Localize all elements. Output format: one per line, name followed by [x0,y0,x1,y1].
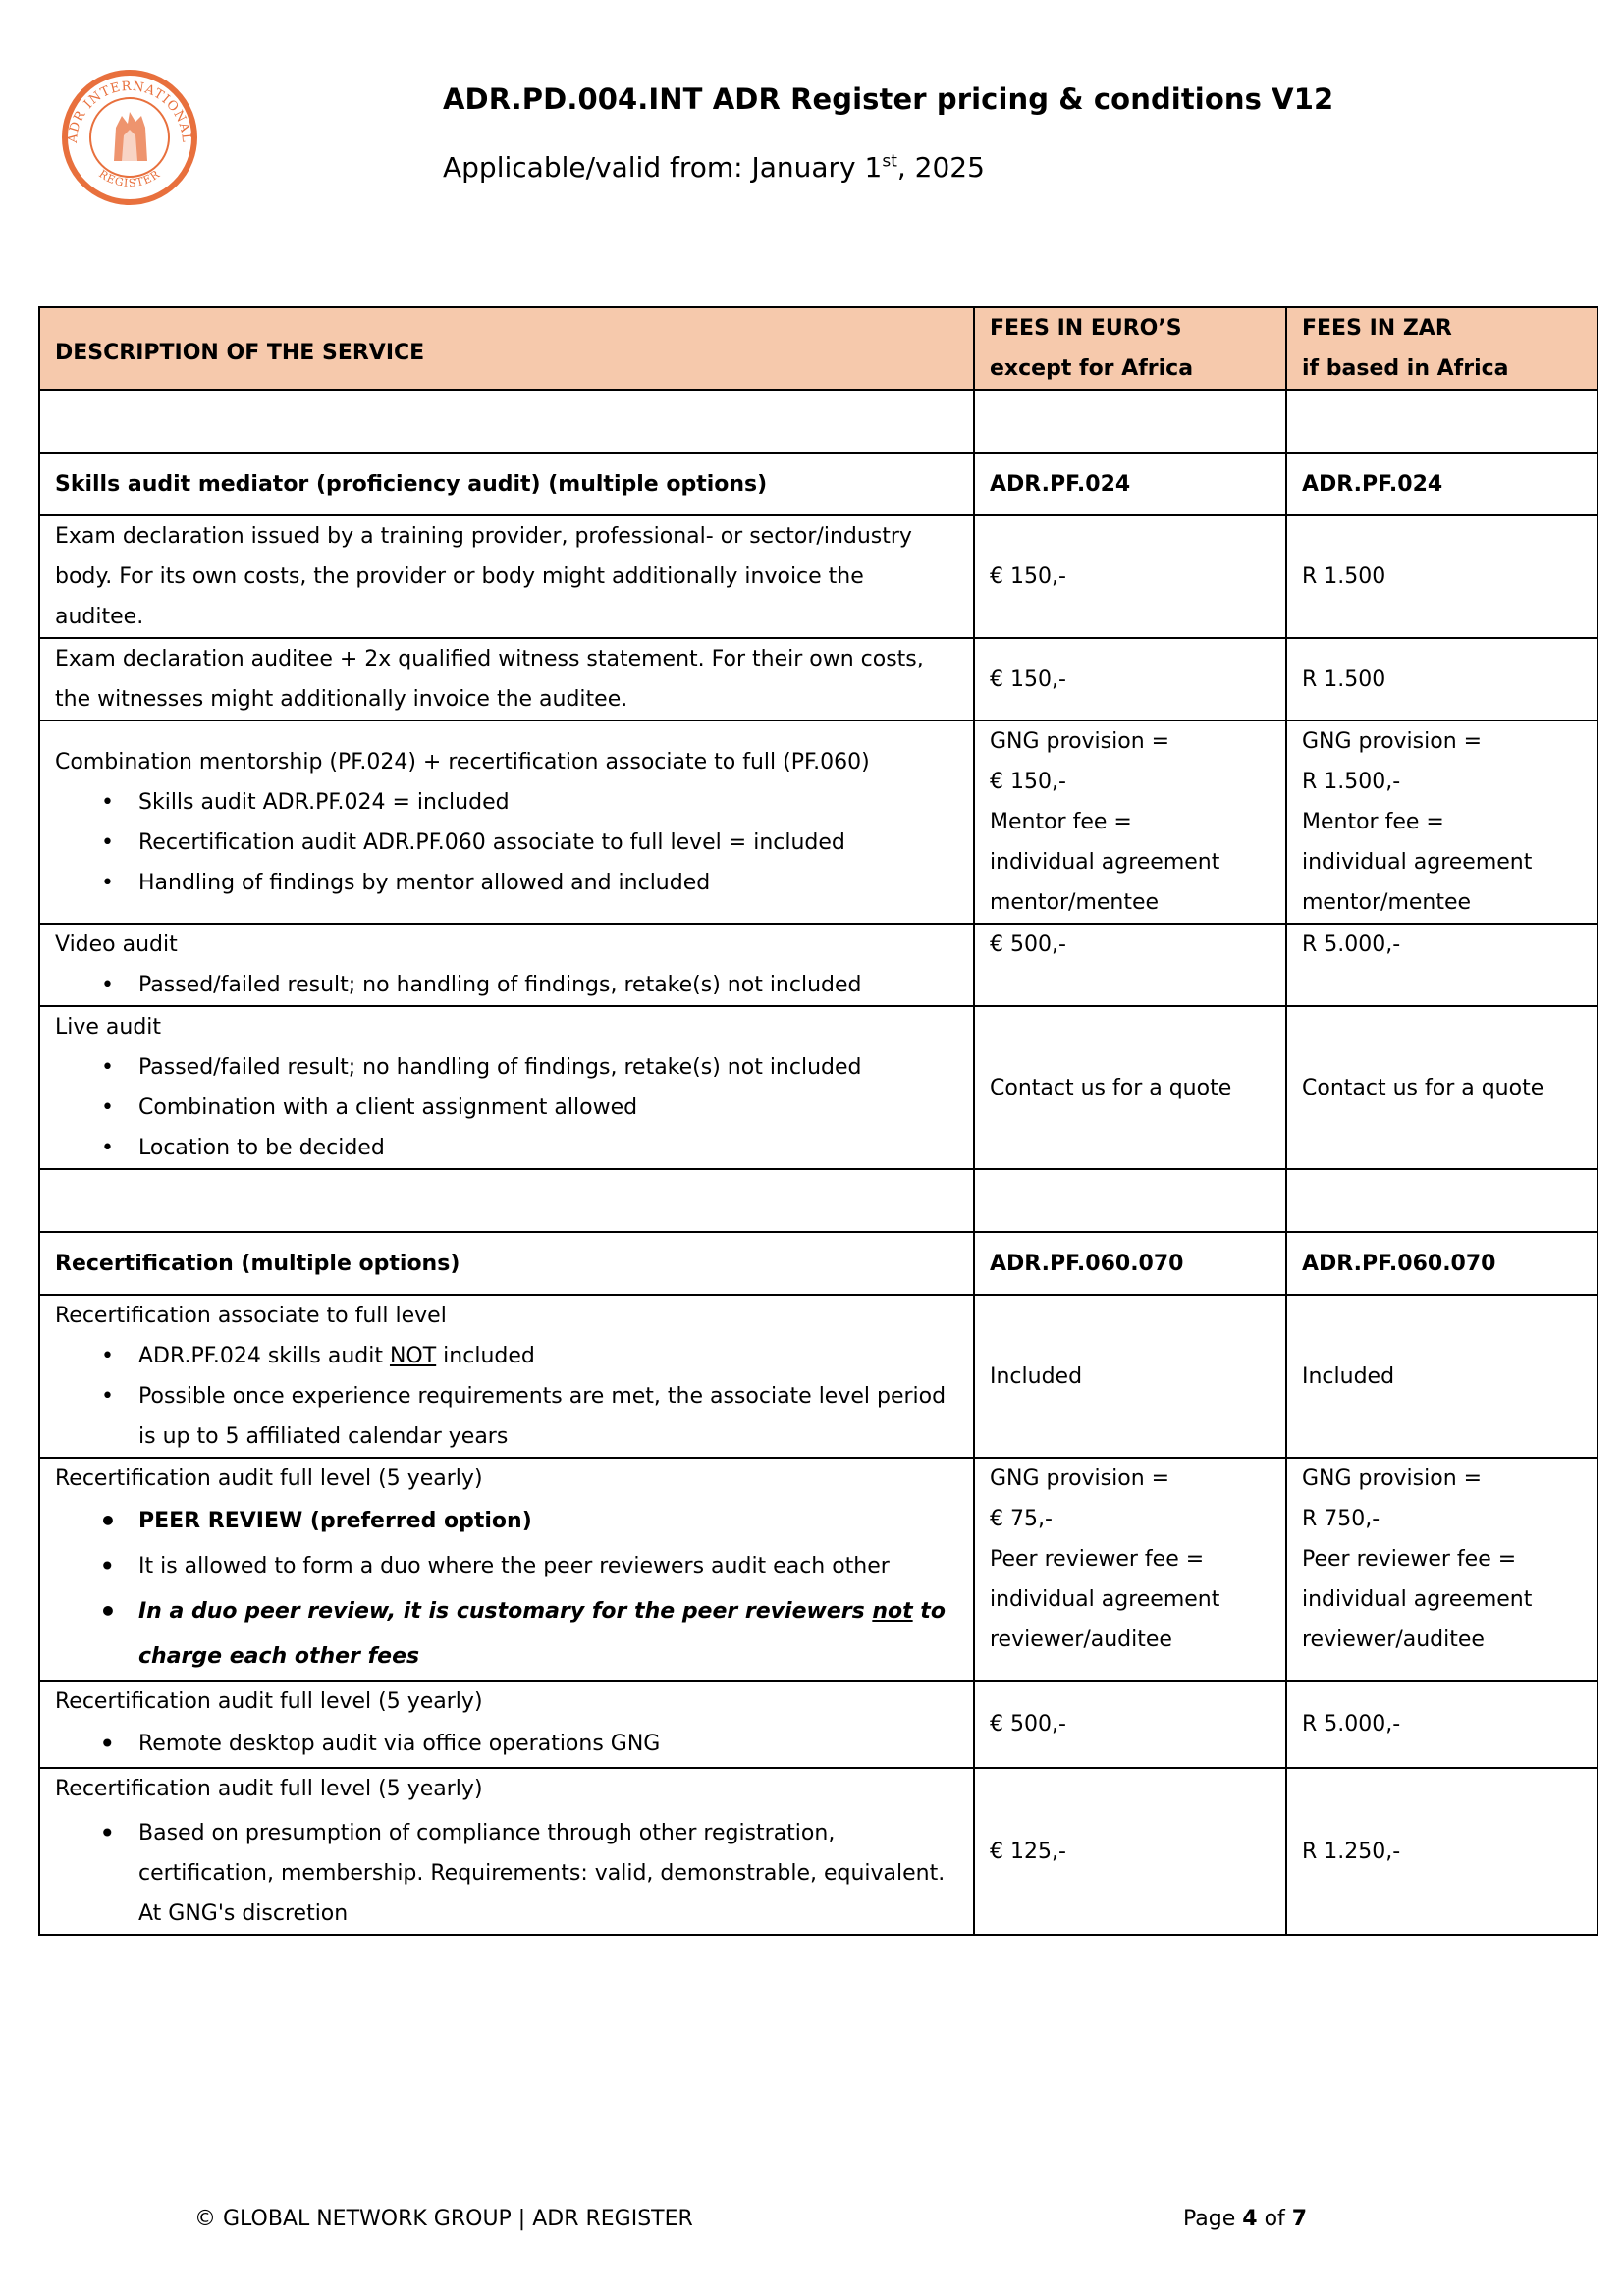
bullet-item: • In a duo peer review, it is customary for the peer reviewers not to charge each other fees [55,1589,958,1680]
footer-copyright: © GLOBAL NETWORK GROUP | ADR REGISTER [194,2207,693,2231]
header-description: DESCRIPTION OF THE SERVICE [39,307,974,390]
section-code-eur: ADR.PF.024 [974,453,1286,515]
section-code-eur: ADR.PF.060.070 [974,1232,1286,1295]
table-row [39,1295,1597,1458]
bullet-item: • Recertification audit ADR.PF.060 associate to full level = included [55,823,958,863]
section-code-zar: ADR.PF.024 [1286,453,1597,515]
row-description [39,1458,974,1681]
table-row [39,638,1597,721]
table-row [39,1681,1597,1768]
bullet-item: • Passed/failed result; no handling of findings, retake(s) not included [55,1047,958,1088]
bullet-list [55,1722,958,1767]
fee-eur: € 150,- [974,638,1286,721]
table-row [39,924,1597,1006]
row-title: Recertification audit full level (5 yearly) [55,1689,483,1714]
bullet-item: • Passed/failed result; no handling of findings, retake(s) not included [55,965,958,1005]
row-title: Live audit [55,1015,162,1040]
row-description: Exam declaration issued by a training provider, professional- or sector/industry body. For its own costs, the provider or body might additionally invoice the auditee. [39,515,974,638]
bullet-list [55,1047,958,1168]
fee-zar: GNG provision = R 1.500,- Mentor fee = individual agreement mentor/mentee [1286,721,1597,924]
fee-eur: € 500,- [974,924,1286,1006]
section-title: Recertification (multiple options) [39,1232,974,1295]
header-zar: FEES IN ZAR if based in Africa [1286,307,1597,390]
fee-eur: GNG provision = € 150,- Mentor fee = individual agreement mentor/mentee [974,721,1286,924]
fee-zar: GNG provision = R 750,- Peer reviewer fee = individual agreement reviewer/auditee [1286,1458,1597,1681]
bullet-list [55,965,958,1005]
bullet-item: • Location to be decided [55,1128,958,1168]
bullet-item: • It is allowed to form a duo where the peer reviewers audit each other [55,1544,958,1589]
row-title: Recertification associate to full level [55,1304,447,1328]
fee-zar: R 1.250,- [1286,1768,1597,1935]
header-eur: FEES IN EURO’S except for Africa [974,307,1286,390]
row-title: Recertification audit full level (5 yearly) [55,1467,483,1491]
table-row [39,515,1597,638]
bullet-list [55,1809,958,1934]
row-description [39,1768,974,1935]
fee-eur: € 125,- [974,1768,1286,1935]
adr-register-logo [57,65,202,210]
bullet-item: • Handling of findings by mentor allowed and included [55,863,958,903]
row-description [39,1295,974,1458]
row-description: Exam declaration auditee + 2x qualified witness statement. For their own costs, the witnesses might additionally invoice the auditee. [39,638,974,721]
bullet-item: • Skills audit ADR.PF.024 = included [55,782,958,823]
fee-zar: R 1.500 [1286,638,1597,721]
section-title: Skills audit mediator (proficiency audit) (multiple options) [39,453,974,515]
bullet-item: • Remote desktop audit via office operations GNG [55,1722,958,1767]
svg-text:ADR INTERNATIONAL: ADR INTERNATIONAL [65,79,194,144]
row-description [39,721,974,924]
bullet-list [55,1499,958,1680]
fee-zar: Included [1286,1295,1597,1458]
row-title: Recertification audit full level (5 yearly) [55,1777,483,1801]
bullet-item: • Based on presumption of compliance through other registration, certification, membership. Requirements: valid, demonstrable, equivalent. At GNG's discretion [55,1809,958,1934]
table-header-row [39,307,1597,390]
section-code-zar: ADR.PF.060.070 [1286,1232,1597,1295]
bullet-list [55,782,958,903]
footer-page-number: Page 4 of 7 [1183,2207,1308,2231]
fee-eur: Included [974,1295,1286,1458]
pricing-table [38,306,1598,1936]
bullet-item: • ADR.PF.024 skills audit NOT included [55,1336,958,1376]
validity-date: Applicable/valid from: January 1st, 2025 [443,151,985,184]
section-row-skills-audit [39,453,1597,515]
fee-zar: R 1.500 [1286,515,1597,638]
row-title: Video audit [55,933,178,957]
logo-seal-icon [57,65,202,210]
row-title: Combination mentorship (PF.024) + recertification associate to full (PF.060) [55,749,870,774]
table-row [39,721,1597,924]
row-description [39,1006,974,1169]
spacer-row [39,390,1597,453]
bullet-item: • Combination with a client assignment allowed [55,1088,958,1128]
row-description [39,1681,974,1768]
bullet-list [55,1336,958,1457]
document-title: ADR.PD.004.INT ADR Register pricing & conditions V12 [443,82,1334,116]
section-row-recertification [39,1232,1597,1295]
fee-zar: R 5.000,- [1286,1681,1597,1768]
bullet-item: • Possible once experience requirements are met, the associate level period is up to 5 affiliated calendar years [55,1376,958,1457]
table-row [39,1458,1597,1681]
fee-eur: GNG provision = € 75,- Peer reviewer fee = individual agreement reviewer/auditee [974,1458,1286,1681]
fee-eur: Contact us for a quote [974,1006,1286,1169]
fee-zar: Contact us for a quote [1286,1006,1597,1169]
row-description [39,924,974,1006]
fee-zar: R 5.000,- [1286,924,1597,1006]
svg-text:REGISTER: REGISTER [96,167,163,190]
table-row [39,1006,1597,1169]
spacer-row [39,1169,1597,1232]
bullet-item: • PEER REVIEW (preferred option) [55,1499,958,1544]
fee-eur: € 150,- [974,515,1286,638]
fee-eur: € 500,- [974,1681,1286,1768]
table-row [39,1768,1597,1935]
